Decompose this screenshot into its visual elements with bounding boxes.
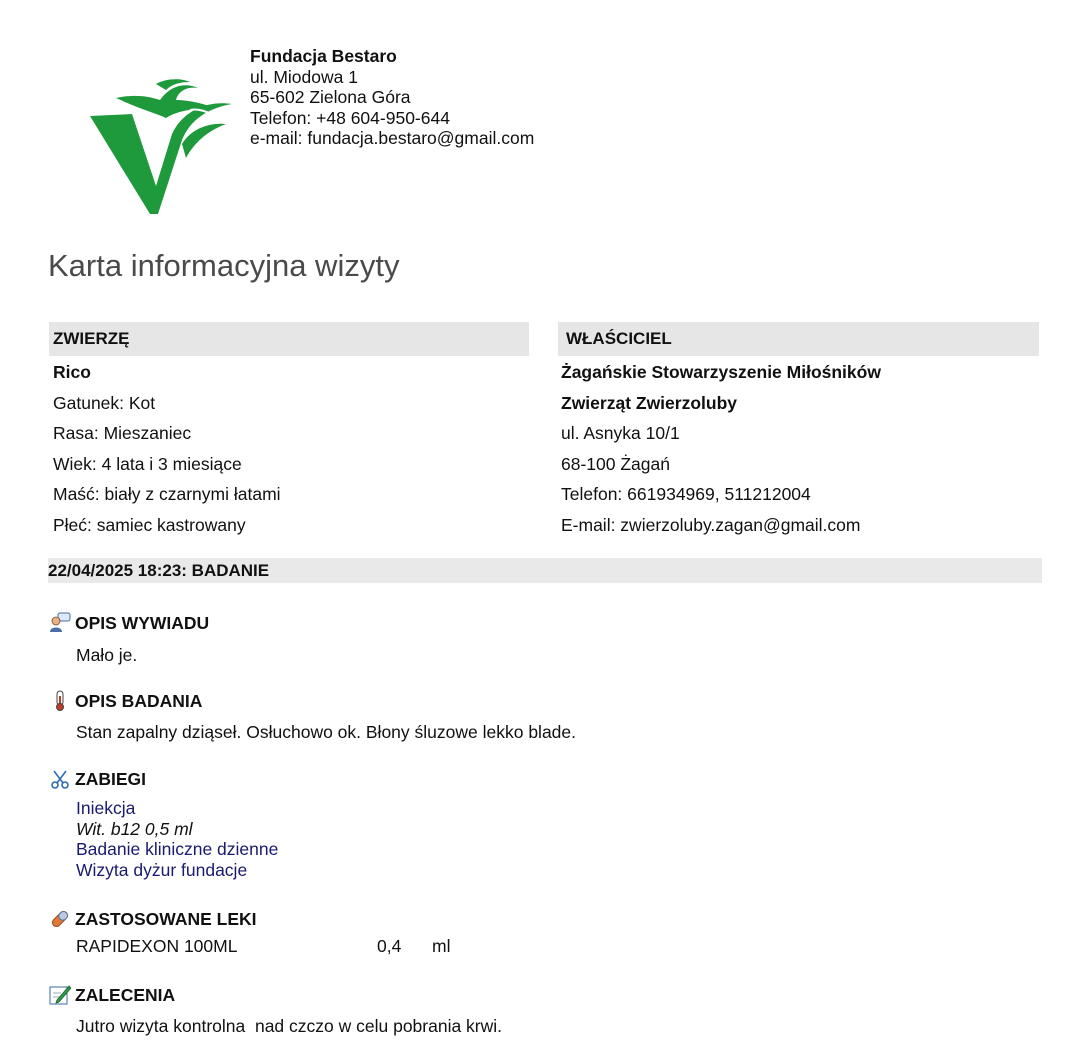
organization-info — [250, 46, 534, 149]
drug-name: RAPIDEXON 100ML — [76, 936, 238, 956]
organization-name: Fundacja Bestaro — [250, 46, 397, 66]
animal-species: Gatunek: Kot — [53, 392, 156, 413]
examination-text: Stan zapalny dziąseł. Osłuchowo ok. Błony śluzowe lekko blade. — [76, 722, 576, 742]
page-title: Karta informacyjna wizyty — [48, 248, 400, 283]
animal-details — [53, 360, 281, 543]
owner-phone: Telefon: 661934969, 511212004 — [561, 484, 811, 504]
animal-name: Rico — [53, 362, 91, 382]
scissors-icon — [49, 768, 71, 790]
procedures-section-title — [49, 768, 146, 790]
organization-city: 65-602 Zielona Góra — [250, 87, 411, 107]
organization-phone: Telefon: +48 604-950-644 — [250, 107, 450, 128]
examination-title: OPIS BADANIA — [75, 690, 203, 711]
organization-street: ul. Miodowa 1 — [250, 66, 358, 87]
visit-header: 22/04/2025 18:23: BADANIE — [48, 558, 1042, 583]
interview-icon — [49, 612, 71, 634]
recommendations-section-title — [49, 984, 175, 1006]
procedure-item: Wit. b12 0,5 ml — [76, 818, 193, 839]
recommendations-text: Jutro wizyta kontrolna nad czczo w celu pobrania krwi. — [76, 1016, 503, 1036]
procedure-item: Wizyta dyżur fundacje — [76, 859, 248, 880]
owner-name-line2: Zwierząt Zwierzoluby — [561, 392, 737, 413]
animal-coat: Maść: biały z czarnymi łatami — [53, 484, 281, 504]
procedure-item: Iniekcja — [76, 798, 136, 818]
interview-title: OPIS WYWIADU — [75, 612, 210, 633]
owner-header: WŁAŚCICIEL — [558, 322, 1039, 356]
interview-section-title — [49, 612, 209, 634]
owner-details — [561, 360, 881, 543]
organization-email: e-mail: fundacja.bestaro@gmail.com — [250, 128, 535, 148]
owner-name-line1: Żagańskie Stowarzyszenie Miłośników — [561, 362, 881, 382]
owner-email: E-mail: zwierzoluby.zagan@gmail.com — [561, 514, 861, 535]
interview-text: Mało je. — [76, 645, 138, 665]
drugs-title: ZASTOSOWANE LEKI — [75, 908, 257, 929]
procedure-item: Badanie kliniczne dzienne — [76, 839, 279, 859]
recommendations-title: ZALECENIA — [75, 984, 176, 1005]
animal-age: Wiek: 4 lata i 3 miesiące — [53, 453, 242, 474]
procedures-list — [76, 798, 278, 880]
drugs-section-title — [49, 908, 257, 930]
owner-street: ul. Asnyka 10/1 — [561, 423, 680, 443]
animal-header: ZWIERZĘ — [49, 322, 529, 356]
examination-section-title — [49, 690, 202, 712]
animal-breed: Rasa: Mieszaniec — [53, 423, 192, 443]
drug-unit: ml — [432, 936, 451, 956]
procedures-title: ZABIEGI — [75, 768, 146, 789]
foundation-logo — [86, 74, 236, 214]
edit-icon — [49, 984, 71, 1006]
owner-city: 68-100 Żagań — [561, 453, 670, 474]
pill-icon — [49, 908, 71, 930]
drug-amount: 0,4 — [377, 936, 402, 956]
thermometer-icon — [49, 690, 71, 712]
animal-sex: Płeć: samiec kastrowany — [53, 514, 246, 535]
